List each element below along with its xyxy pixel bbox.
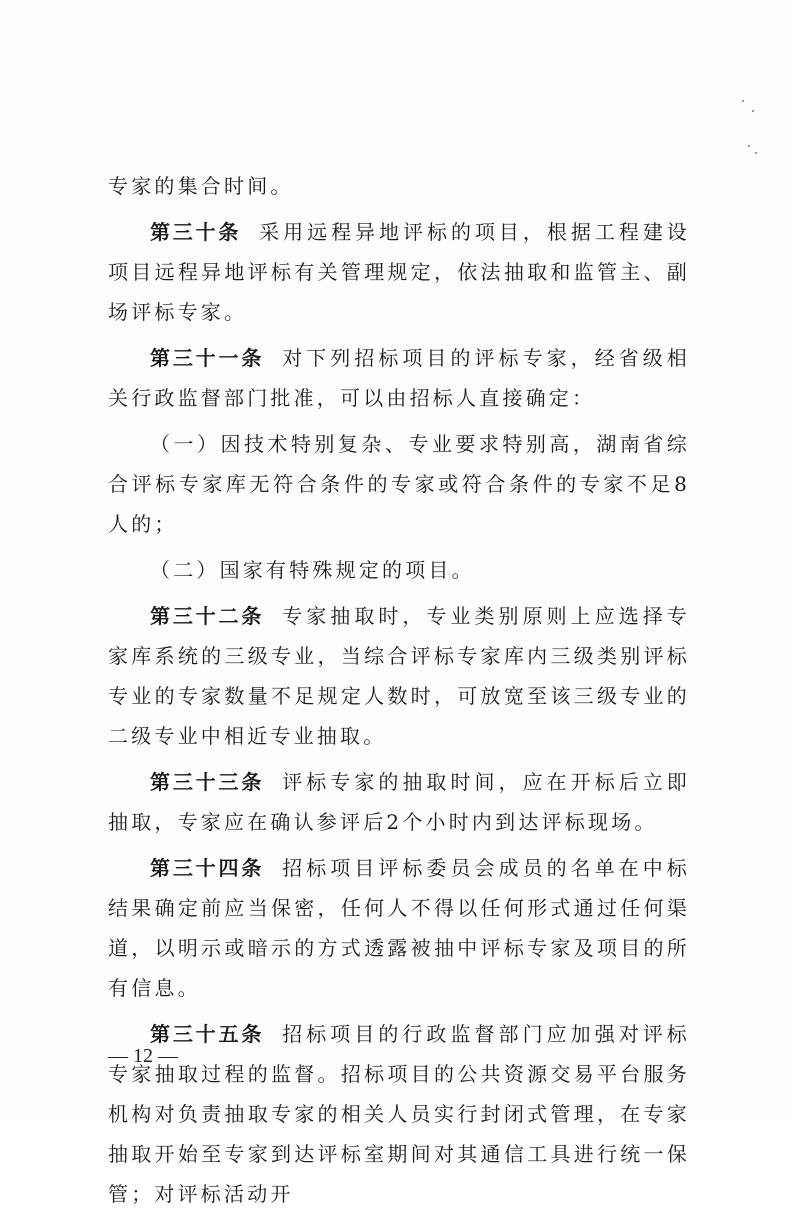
- scan-speck: [742, 100, 744, 102]
- article-text: 评标专家的抽取时间，应在开标后立即抽取，专家应在确认参评后2个小时内到达评标现场。: [108, 770, 691, 834]
- article-text: 招标项目评标委员会成员的名单在中标结果确定前应当保密，任何人不得以任何形式通过任何渠道，以明示或暗示的方式透露被抽中评标专家及项目的所有信息。: [108, 856, 691, 1000]
- article-text: 招标项目的行政监督部门应加强对评标专家抽取过程的监督。招标项目的公共资源交易平台服务机构对负责抽取专家的相关人员实行封闭式管理，在专家抽取开始至专家到达评标室期间对其通信工具进行统一保管；对评标活动开: [108, 1022, 691, 1206]
- article-text: 对下列招标项目的评标专家，经省级相关行政监督部门批准，可以由招标人直接确定：: [108, 346, 691, 410]
- scan-speck: [752, 110, 754, 112]
- article-number: 第三十五条: [150, 1022, 265, 1046]
- article-32: [108, 596, 690, 756]
- article-text: 专家抽取时，专业类别原则上应选择专家库系统的三级专业，当综合评标专家库内三级类别评标专业的专家数量不足规定人数时，可放宽至该三级专业的二级专业中相近专业抽取。: [108, 604, 691, 748]
- article-number: 第三十二条: [150, 604, 265, 628]
- opening-line: 专家的集合时间。: [108, 174, 294, 198]
- article-33: [108, 762, 690, 842]
- page-number: — 12 —: [108, 1045, 178, 1067]
- article-number: 第三十四条: [150, 856, 265, 880]
- article-35: [108, 1014, 690, 1214]
- document-body: [108, 166, 690, 1220]
- article-number: 第三十一条: [150, 346, 265, 370]
- article-34: [108, 848, 690, 1008]
- article-text: 采用远程异地评标的项目，根据工程建设项目远程异地评标有关管理规定，依法抽取和监管主、副场评标专家。: [108, 220, 690, 324]
- list-item-1: （一）因技术特别复杂、专业要求特别高，湖南省综合评标专家库无符合条件的专家或符合条件的专家不足8人的；: [108, 432, 690, 536]
- article-number: 第三十三条: [150, 770, 265, 794]
- article-number: 第三十条: [150, 220, 242, 244]
- scan-speck: [755, 152, 757, 154]
- scan-speck: [748, 145, 750, 147]
- article-31: [108, 338, 690, 418]
- article-30: [108, 212, 690, 332]
- list-item-2: （二）国家有特殊规定的项目。: [150, 558, 475, 582]
